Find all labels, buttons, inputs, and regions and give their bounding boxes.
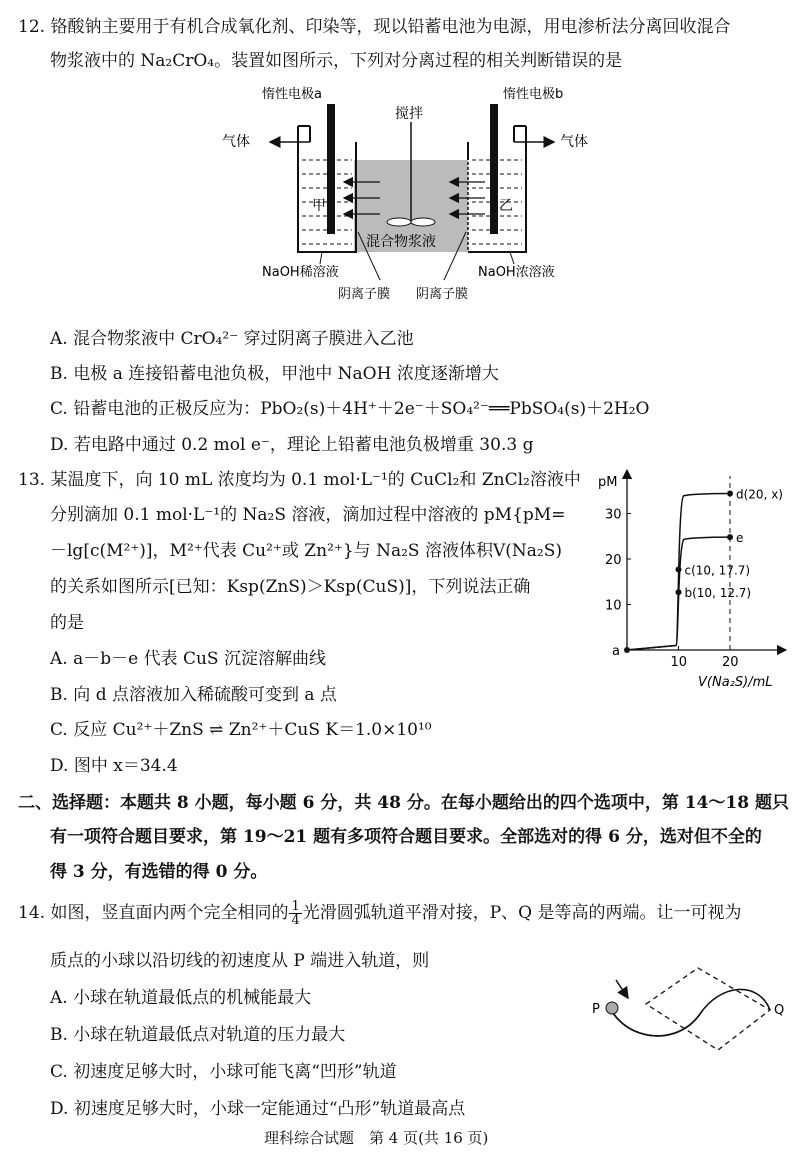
stirrer-blade-right xyxy=(411,218,435,226)
y-tick-label-10: 10 xyxy=(605,598,622,614)
q14-option-d: D. 初速度足够大时，小球一定能通过“凸形”轨道最高点 xyxy=(50,1099,466,1119)
q13-option-c: C. 反应 Cu²⁺＋ZnS ⇌ Zn²⁺＋CuS K＝1.0×10¹⁰ xyxy=(50,720,432,740)
point-a xyxy=(624,647,630,653)
naoh-conc-label: NaOH浓溶液 xyxy=(478,265,555,280)
stir-label: 搅拌 xyxy=(395,106,423,122)
label-q: Q xyxy=(774,1003,785,1018)
x-axis-label: V(Na₂S)/mL xyxy=(698,675,773,690)
membrane-left-label: 阴离子膜 xyxy=(338,287,391,302)
q13-option-d: D. 图中 x＝34.4 xyxy=(50,756,178,776)
mixture-label: 混合物浆液 xyxy=(366,234,436,250)
point-e xyxy=(727,534,733,540)
cell-yi-label: 乙 xyxy=(499,198,513,214)
y-tick-label-20: 20 xyxy=(605,553,622,568)
naoh-dilute-label: NaOH稀溶液 xyxy=(262,265,339,280)
point-d xyxy=(727,490,733,496)
q14-option-a: A. 小球在轨道最低点的机械能最大 xyxy=(50,988,312,1008)
stirrer-blade-left xyxy=(387,218,411,226)
q14-option-c: C. 初速度足够大时，小球可能飞离“凹形”轨道 xyxy=(50,1062,397,1082)
q14-stem-line2: 质点的小球以沿切线的初速度从 P 端进入轨道，则 xyxy=(50,951,430,971)
q12-option-a: A. 混合物浆液中 CrO₄²⁻ 穿过阴离子膜进入乙池 xyxy=(50,329,414,349)
q14-stem-pre: 14. 如图，竖直面内两个完全相同的 xyxy=(18,903,289,923)
fraction-numerator: 1 xyxy=(291,899,300,914)
electrodialysis-figure xyxy=(210,82,610,307)
section2-line3: 得 3 分，有选错的得 0 分。 xyxy=(50,862,268,882)
cell-jia-label: 甲 xyxy=(312,198,326,214)
pm-chart xyxy=(590,468,790,698)
section2-line2: 有一项符合题目要求，第 19～21 题有多项符合题目要求。全部选对的得 6 分，选对但不全的 xyxy=(50,827,762,847)
q12-stem-line2: 物浆液中的 Na₂CrO₄。装置如图所示，下列对分离过程的相关判断错误的是 xyxy=(50,51,623,71)
ball xyxy=(606,1002,618,1014)
electrode-a-label: 惰性电极a xyxy=(262,87,322,102)
q13-stem-line3: －lg[c(M²⁺)]，M²⁺代表 Cu²⁺或 Zn²⁺}与 Na₂S 溶液体积V(Na₂S) xyxy=(50,541,562,561)
point-label-b: b(10, 12.7) xyxy=(684,586,752,601)
y-tick-label-30: 30 xyxy=(605,507,622,523)
gas-right-label: 气体 xyxy=(560,134,588,150)
q14-option-b: B. 小球在轨道最低点对轨道的压力最大 xyxy=(50,1025,346,1045)
dashed-square xyxy=(646,968,770,1050)
q12-option-d: D. 若电路中通过 0.2 mol e⁻，理论上铅蓄电池负极增重 30.3 g xyxy=(50,435,534,455)
point-label-e: e xyxy=(736,531,744,546)
q13-stem-line2: 分别滴加 0.1 mol·L⁻¹的 Na₂S 溶液，滴加过程中溶液的 pM{pM= xyxy=(50,505,566,525)
track-figure xyxy=(588,962,793,1062)
electrode-b-label: 惰性电极b xyxy=(503,87,564,102)
point-label-c: c(10, 17.7) xyxy=(684,563,751,578)
q12-option-b: B. 电极 a 连接铅蓄电池负极，甲池中 NaOH 浓度逐渐增大 xyxy=(50,364,499,384)
y-axis-label: pM xyxy=(598,475,618,490)
point-b xyxy=(676,589,682,595)
q14-stem-post: 光滑圆弧轨道平滑对接，P、Q 是等高的两端。让一可视为 xyxy=(302,903,742,923)
q13-stem-line4: 的关系如图所示[已知：Ksp(ZnS)＞Ksp(CuS)]，下列说法正确 xyxy=(50,577,531,597)
label-p: P xyxy=(592,1002,600,1017)
q12-stem-line1: 12. 铬酸钠主要用于有机合成氧化剂、印染等，现以铅蓄电池为电源，用电渗析法分离回收混合 xyxy=(18,17,731,37)
velocity-arrow xyxy=(616,980,628,998)
origin-label: a xyxy=(612,644,620,659)
q13-option-b: B. 向 d 点溶液加入稀硫酸可变到 a 点 xyxy=(50,685,337,705)
point-label-d: d(20, x) xyxy=(736,487,783,502)
gas-left-label: 气体 xyxy=(222,134,250,150)
section2-line1: 二、选择题：本题共 8 小题，每小题 6 分，共 48 分。在每小题给出的四个选项中，第 14～18 题只 xyxy=(18,793,789,813)
q13-stem-line1: 13. 某温度下，向 10 mL 浓度均为 0.1 mol·L⁻¹的 CuCl₂和 ZnCl₂溶液中 xyxy=(18,470,581,490)
electrode-a xyxy=(327,104,335,234)
page-footer: 理科综合试题 第 4 页(共 16 页) xyxy=(264,1129,489,1147)
fraction-denominator: 4 xyxy=(291,913,300,928)
x-tick-label-20: 20 xyxy=(722,655,739,670)
point-c xyxy=(676,566,682,572)
electrode-b xyxy=(490,104,498,234)
q13-stem-line5: 的是 xyxy=(50,613,84,633)
membrane-right-label: 阴离子膜 xyxy=(416,287,469,302)
x-tick-label-10: 10 xyxy=(670,655,688,670)
quarter-fraction xyxy=(289,900,301,927)
q12-option-c: C. 铅蓄电池的正极反应为：PbO₂(s)＋4H⁺＋2e⁻＋SO₄²⁻══PbSO₄(s)＋2H₂O xyxy=(50,399,650,419)
q14-stem-line1 xyxy=(18,898,742,927)
q13-option-a: A. a－b－e 代表 CuS 沉淀溶解曲线 xyxy=(50,649,326,669)
